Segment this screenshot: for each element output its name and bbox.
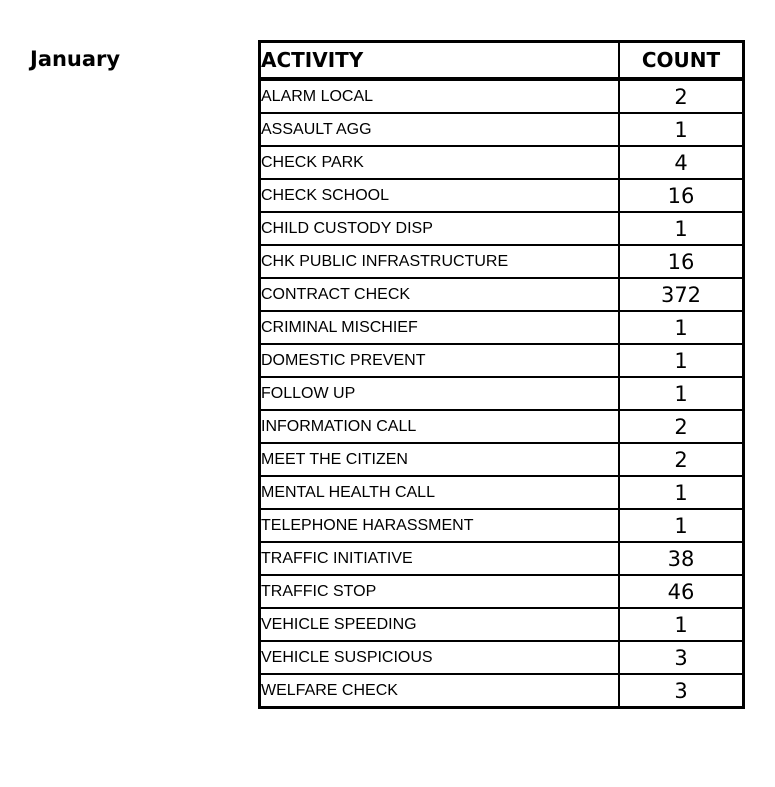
activity-cell: TRAFFIC INITIATIVE: [260, 542, 620, 575]
activity-cell: CHK PUBLIC INFRASTRUCTURE: [260, 245, 620, 278]
activity-cell: CHECK PARK: [260, 146, 620, 179]
count-cell: 3: [619, 641, 744, 674]
activity-cell: CHECK SCHOOL: [260, 179, 620, 212]
count-cell: 38: [619, 542, 744, 575]
table-row: [260, 311, 744, 344]
table-row: [260, 245, 744, 278]
table-row: [260, 113, 744, 146]
count-cell: 3: [619, 674, 744, 708]
table-row: [260, 344, 744, 377]
count-cell: 2: [619, 410, 744, 443]
table-row: [260, 79, 744, 113]
table-row: [260, 146, 744, 179]
activity-cell: CRIMINAL MISCHIEF: [260, 311, 620, 344]
count-cell: 16: [619, 245, 744, 278]
table-row: [260, 608, 744, 641]
count-cell: 1: [619, 311, 744, 344]
table-header-row: [260, 42, 744, 80]
table-row: [260, 377, 744, 410]
table-row: [260, 212, 744, 245]
count-cell: 4: [619, 146, 744, 179]
table-row: [260, 476, 744, 509]
count-cell: 1: [619, 476, 744, 509]
count-cell: 2: [619, 79, 744, 113]
activity-cell: ALARM LOCAL: [260, 79, 620, 113]
activity-cell: INFORMATION CALL: [260, 410, 620, 443]
activity-cell: ASSAULT AGG: [260, 113, 620, 146]
table-row: [260, 641, 744, 674]
count-cell: 372: [619, 278, 744, 311]
count-cell: 1: [619, 377, 744, 410]
activity-cell: DOMESTIC PREVENT: [260, 344, 620, 377]
table-row: [260, 674, 744, 708]
count-cell: 1: [619, 212, 744, 245]
activity-cell: MEET THE CITIZEN: [260, 443, 620, 476]
activity-cell: CHILD CUSTODY DISP: [260, 212, 620, 245]
activity-cell: VEHICLE SUSPICIOUS: [260, 641, 620, 674]
header-count: COUNT: [619, 42, 744, 80]
count-cell: 1: [619, 344, 744, 377]
activity-cell: WELFARE CHECK: [260, 674, 620, 708]
activity-cell: TRAFFIC STOP: [260, 575, 620, 608]
activity-cell: FOLLOW UP: [260, 377, 620, 410]
table-row: [260, 410, 744, 443]
count-cell: 16: [619, 179, 744, 212]
table-row: [260, 179, 744, 212]
table-row: [260, 443, 744, 476]
table-body: [260, 79, 744, 708]
activity-cell: TELEPHONE HARASSMENT: [260, 509, 620, 542]
table-row: [260, 278, 744, 311]
table-row: [260, 509, 744, 542]
count-cell: 1: [619, 608, 744, 641]
activity-cell: MENTAL HEALTH CALL: [260, 476, 620, 509]
activity-cell: VEHICLE SPEEDING: [260, 608, 620, 641]
count-cell: 1: [619, 113, 744, 146]
activity-count-table: [258, 40, 745, 709]
month-label: January: [30, 47, 121, 71]
count-cell: 2: [619, 443, 744, 476]
count-cell: 46: [619, 575, 744, 608]
count-cell: 1: [619, 509, 744, 542]
table-row: [260, 542, 744, 575]
activity-cell: CONTRACT CHECK: [260, 278, 620, 311]
table-row: [260, 575, 744, 608]
header-activity: ACTIVITY: [260, 42, 620, 80]
